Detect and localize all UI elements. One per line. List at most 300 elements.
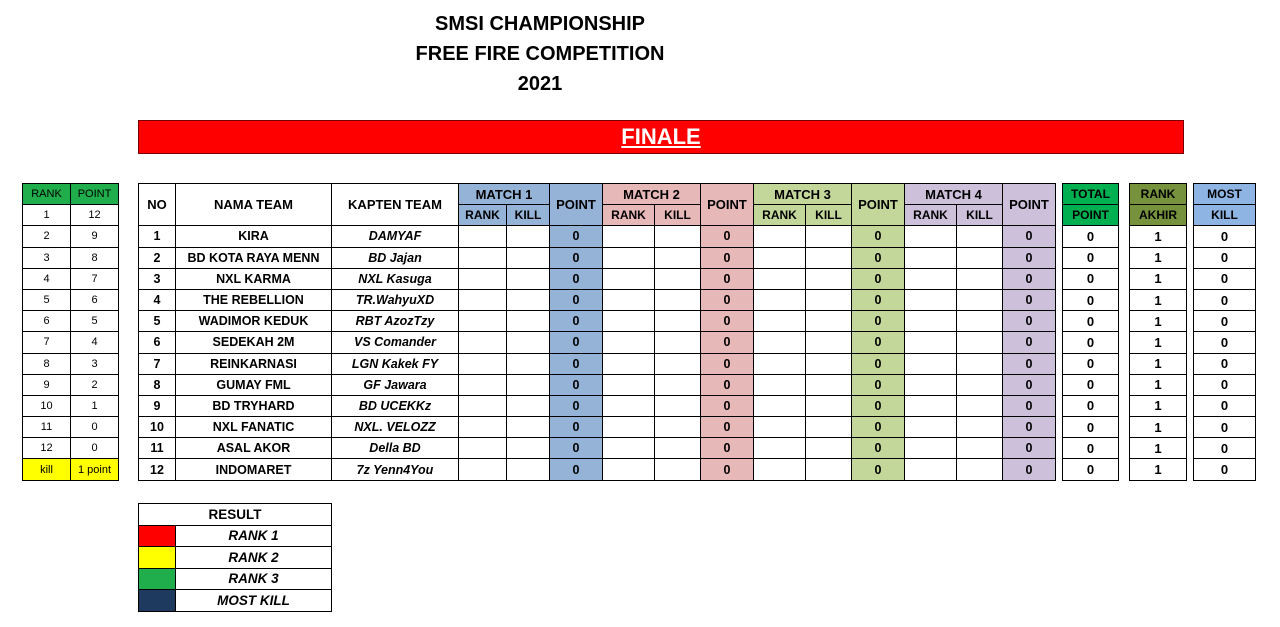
- match3-kill-cell: [806, 311, 852, 332]
- legend-swatch: [139, 547, 176, 569]
- match3-kill-cell: [806, 395, 852, 416]
- table-row: [139, 353, 1056, 374]
- legend-row: [139, 547, 332, 569]
- most-kill-table: [1193, 183, 1256, 481]
- team-name: ASAL AKOR: [176, 438, 332, 459]
- match1-point: 0: [550, 374, 603, 395]
- point-rank-cell: 8: [23, 353, 71, 374]
- point-rank-cell: 6: [23, 311, 71, 332]
- total-point-cell: 0: [1063, 289, 1119, 310]
- point-rank-cell: 2: [23, 226, 71, 247]
- legend-label: MOST KILL: [176, 590, 332, 612]
- most-kill-cell: 0: [1194, 438, 1256, 459]
- match4-point: 0: [1003, 247, 1056, 268]
- team-no: 3: [139, 268, 176, 289]
- team-name: THE REBELLION: [176, 289, 332, 310]
- match1-point: 0: [550, 395, 603, 416]
- point-value-cell: 0: [71, 417, 119, 438]
- team-name: SEDEKAH 2M: [176, 332, 332, 353]
- match4-point: 0: [1003, 438, 1056, 459]
- rank-akhir-cell: 1: [1130, 459, 1187, 480]
- match1-rank-cell: [459, 374, 507, 395]
- match1-rank-cell: [459, 353, 507, 374]
- match2-rank-cell: [603, 311, 655, 332]
- legend-label: RANK 2: [176, 547, 332, 569]
- captain-name: BD Jajan: [332, 247, 459, 268]
- match3-kill-cell: [806, 289, 852, 310]
- header-team: NAMA TEAM: [176, 184, 332, 226]
- captain-name: BD UCEKKz: [332, 395, 459, 416]
- match2-rank-cell: [603, 395, 655, 416]
- legend-row: [139, 568, 332, 590]
- match1-kill-cell: [507, 395, 550, 416]
- match3-kill-cell: [806, 268, 852, 289]
- table-row: [139, 395, 1056, 416]
- match2-kill-cell: [655, 459, 701, 480]
- point-row: [23, 311, 119, 332]
- rank-akhir-cell: 1: [1130, 268, 1187, 289]
- match2-point: 0: [701, 332, 754, 353]
- match1-rank-cell: [459, 268, 507, 289]
- match2-point: 0: [701, 353, 754, 374]
- rank-akhir-cell: 1: [1130, 395, 1187, 416]
- match4-kill-cell: [957, 417, 1003, 438]
- match4-kill-cell: [957, 268, 1003, 289]
- match1-point: 0: [550, 353, 603, 374]
- captain-name: VS Comander: [332, 332, 459, 353]
- point-value-cell: 4: [71, 332, 119, 353]
- match4-kill-cell: [957, 311, 1003, 332]
- table-row: [139, 289, 1056, 310]
- match1-point: 0: [550, 459, 603, 480]
- most-kill-header-1: MOST: [1194, 184, 1256, 205]
- most-kill-cell: 0: [1194, 417, 1256, 438]
- team-name: GUMAY FML: [176, 374, 332, 395]
- match4-rank-cell: [905, 268, 957, 289]
- header-point-2: POINT: [701, 184, 754, 226]
- match2-rank-cell: [603, 268, 655, 289]
- match4-rank-cell: [905, 395, 957, 416]
- match3-rank-cell: [754, 311, 806, 332]
- match3-point: 0: [852, 332, 905, 353]
- match3-rank-cell: [754, 268, 806, 289]
- captain-name: TR.WahyuXD: [332, 289, 459, 310]
- most-kill-cell: 0: [1194, 374, 1256, 395]
- match1-kill-cell: [507, 459, 550, 480]
- header-match-4: MATCH 4: [905, 184, 1003, 205]
- rank-akhir-cell: 1: [1130, 353, 1187, 374]
- match1-kill-cell: [507, 289, 550, 310]
- match4-rank-cell: [905, 459, 957, 480]
- table-row: [139, 417, 1056, 438]
- legend-label: RANK 3: [176, 568, 332, 590]
- header-point-4: POINT: [1003, 184, 1056, 226]
- header-kill-3: KILL: [806, 205, 852, 226]
- match1-rank-cell: [459, 395, 507, 416]
- team-no: 1: [139, 226, 176, 247]
- team-name: INDOMARET: [176, 459, 332, 480]
- point-rank-cell: 3: [23, 247, 71, 268]
- rank-akhir-cell: 1: [1130, 438, 1187, 459]
- total-point-cell: 0: [1063, 268, 1119, 289]
- header-point-3: POINT: [852, 184, 905, 226]
- point-row: [23, 226, 119, 247]
- match2-rank-cell: [603, 417, 655, 438]
- match3-rank-cell: [754, 395, 806, 416]
- match3-point: 0: [852, 374, 905, 395]
- rank-akhir-cell: 1: [1130, 374, 1187, 395]
- match4-point: 0: [1003, 332, 1056, 353]
- match3-kill-cell: [806, 417, 852, 438]
- match4-kill-cell: [957, 289, 1003, 310]
- total-point-cell: 0: [1063, 247, 1119, 268]
- header-kill-1: KILL: [507, 205, 550, 226]
- most-kill-cell: 0: [1194, 395, 1256, 416]
- header-point-1: POINT: [550, 184, 603, 226]
- match4-point: 0: [1003, 374, 1056, 395]
- most-kill-cell: 0: [1194, 226, 1256, 247]
- point-value-cell: 3: [71, 353, 119, 374]
- match2-kill-cell: [655, 417, 701, 438]
- most-kill-cell: 0: [1194, 353, 1256, 374]
- point-value-cell: 5: [71, 311, 119, 332]
- header-match-2: MATCH 2: [603, 184, 701, 205]
- match4-rank-cell: [905, 417, 957, 438]
- rank-akhir-cell: 1: [1130, 247, 1187, 268]
- captain-name: LGN Kakek FY: [332, 353, 459, 374]
- point-row: [23, 374, 119, 395]
- header-match-3: MATCH 3: [754, 184, 852, 205]
- kill-point-label: 1 point: [71, 459, 119, 480]
- team-name: KIRA: [176, 226, 332, 247]
- match2-rank-cell: [603, 438, 655, 459]
- match4-kill-cell: [957, 395, 1003, 416]
- match1-kill-cell: [507, 268, 550, 289]
- match2-point: 0: [701, 417, 754, 438]
- legend-swatch: [139, 590, 176, 612]
- match4-rank-cell: [905, 332, 957, 353]
- header-kill-4: KILL: [957, 205, 1003, 226]
- match4-rank-cell: [905, 289, 957, 310]
- point-value-cell: 2: [71, 374, 119, 395]
- match1-rank-cell: [459, 459, 507, 480]
- captain-name: 7z Yenn4You: [332, 459, 459, 480]
- match4-kill-cell: [957, 332, 1003, 353]
- header-rank-2: RANK: [603, 205, 655, 226]
- point-value-cell: 1: [71, 395, 119, 416]
- match1-kill-cell: [507, 438, 550, 459]
- most-kill-cell: 0: [1194, 311, 1256, 332]
- most-kill-cell: 0: [1194, 332, 1256, 353]
- kill-label: kill: [23, 459, 71, 480]
- match2-point: 0: [701, 311, 754, 332]
- total-point-cell: 0: [1063, 332, 1119, 353]
- team-no: 2: [139, 247, 176, 268]
- legend-swatch: [139, 525, 176, 547]
- match4-point: 0: [1003, 289, 1056, 310]
- match1-kill-cell: [507, 226, 550, 247]
- match4-kill-cell: [957, 374, 1003, 395]
- team-name: NXL FANATIC: [176, 417, 332, 438]
- match2-kill-cell: [655, 395, 701, 416]
- match3-rank-cell: [754, 459, 806, 480]
- match2-point: 0: [701, 247, 754, 268]
- table-row: [139, 311, 1056, 332]
- captain-name: NXL Kasuga: [332, 268, 459, 289]
- match2-kill-cell: [655, 226, 701, 247]
- match3-point: 0: [852, 459, 905, 480]
- match2-kill-cell: [655, 268, 701, 289]
- match2-kill-cell: [655, 311, 701, 332]
- match3-point: 0: [852, 289, 905, 310]
- legend-label: RANK 1: [176, 525, 332, 547]
- point-header-rank: RANK: [23, 184, 71, 205]
- point-rank-cell: 5: [23, 289, 71, 310]
- point-row: [23, 438, 119, 459]
- team-no: 8: [139, 374, 176, 395]
- match2-kill-cell: [655, 353, 701, 374]
- match2-point: 0: [701, 289, 754, 310]
- table-row: [139, 226, 1056, 247]
- header-no: NO: [139, 184, 176, 226]
- match4-kill-cell: [957, 459, 1003, 480]
- match3-kill-cell: [806, 226, 852, 247]
- table-row: [139, 374, 1056, 395]
- match4-kill-cell: [957, 438, 1003, 459]
- total-point-cell: 0: [1063, 226, 1119, 247]
- match4-kill-cell: [957, 353, 1003, 374]
- match4-point: 0: [1003, 395, 1056, 416]
- point-row: [23, 417, 119, 438]
- legend-row: [139, 525, 332, 547]
- title-year: 2021: [517, 73, 563, 95]
- match4-rank-cell: [905, 247, 957, 268]
- most-kill-cell: 0: [1194, 247, 1256, 268]
- header-match-1: MATCH 1: [459, 184, 550, 205]
- match1-kill-cell: [507, 353, 550, 374]
- match1-point: 0: [550, 247, 603, 268]
- match4-kill-cell: [957, 247, 1003, 268]
- point-value-cell: 7: [71, 268, 119, 289]
- match2-rank-cell: [603, 226, 655, 247]
- total-point-cell: 0: [1063, 395, 1119, 416]
- match2-point: 0: [701, 374, 754, 395]
- team-no: 11: [139, 438, 176, 459]
- match3-kill-cell: [806, 438, 852, 459]
- point-value-cell: 12: [71, 205, 119, 226]
- legend-title: RESULT: [139, 504, 332, 526]
- match2-point: 0: [701, 226, 754, 247]
- match3-point: 0: [852, 311, 905, 332]
- match3-kill-cell: [806, 332, 852, 353]
- match1-rank-cell: [459, 226, 507, 247]
- match3-kill-cell: [806, 247, 852, 268]
- rank-akhir-header-1: RANK: [1130, 184, 1187, 205]
- match4-point: 0: [1003, 353, 1056, 374]
- most-kill-cell: 0: [1194, 459, 1256, 480]
- match2-point: 0: [701, 438, 754, 459]
- match1-rank-cell: [459, 289, 507, 310]
- match4-point: 0: [1003, 459, 1056, 480]
- match1-rank-cell: [459, 438, 507, 459]
- captain-name: GF Jawara: [332, 374, 459, 395]
- match4-rank-cell: [905, 438, 957, 459]
- match3-kill-cell: [806, 353, 852, 374]
- team-no: 4: [139, 289, 176, 310]
- rank-akhir-header-2: AKHIR: [1130, 205, 1187, 226]
- match4-point: 0: [1003, 311, 1056, 332]
- point-rank-cell: 7: [23, 332, 71, 353]
- point-value-cell: 8: [71, 247, 119, 268]
- table-row: [139, 268, 1056, 289]
- rank-akhir-cell: 1: [1130, 289, 1187, 310]
- match4-rank-cell: [905, 374, 957, 395]
- total-header-1: TOTAL: [1063, 184, 1119, 205]
- match2-rank-cell: [603, 353, 655, 374]
- match3-point: 0: [852, 417, 905, 438]
- point-row: [23, 268, 119, 289]
- match1-kill-cell: [507, 417, 550, 438]
- header-rank-4: RANK: [905, 205, 957, 226]
- header-kill-2: KILL: [655, 205, 701, 226]
- match3-point: 0: [852, 438, 905, 459]
- match3-rank-cell: [754, 353, 806, 374]
- match1-point: 0: [550, 311, 603, 332]
- match2-kill-cell: [655, 332, 701, 353]
- match2-kill-cell: [655, 247, 701, 268]
- match3-point: 0: [852, 247, 905, 268]
- captain-name: NXL. VELOZZ: [332, 417, 459, 438]
- match2-rank-cell: [603, 459, 655, 480]
- rank-akhir-table: [1129, 183, 1187, 481]
- point-row: [23, 395, 119, 416]
- match2-rank-cell: [603, 247, 655, 268]
- rank-akhir-cell: 1: [1130, 332, 1187, 353]
- legend-row: [139, 590, 332, 612]
- team-name: WADIMOR KEDUK: [176, 311, 332, 332]
- rank-akhir-cell: 1: [1130, 311, 1187, 332]
- match2-kill-cell: [655, 289, 701, 310]
- match3-rank-cell: [754, 226, 806, 247]
- match3-rank-cell: [754, 417, 806, 438]
- match1-rank-cell: [459, 332, 507, 353]
- rank-akhir-cell: 1: [1130, 417, 1187, 438]
- match2-point: 0: [701, 459, 754, 480]
- match1-point: 0: [550, 417, 603, 438]
- match2-point: 0: [701, 395, 754, 416]
- total-point-cell: 0: [1063, 438, 1119, 459]
- match2-rank-cell: [603, 289, 655, 310]
- title-line-2: FREE FIRE COMPETITION: [415, 43, 665, 65]
- match4-kill-cell: [957, 226, 1003, 247]
- table-row: [139, 247, 1056, 268]
- most-kill-header-2: KILL: [1194, 205, 1256, 226]
- match2-point: 0: [701, 268, 754, 289]
- point-row: [23, 247, 119, 268]
- match1-point: 0: [550, 438, 603, 459]
- team-name: BD TRYHARD: [176, 395, 332, 416]
- point-rank-cell: 10: [23, 395, 71, 416]
- team-name: BD KOTA RAYA MENN: [176, 247, 332, 268]
- point-rank-cell: 9: [23, 374, 71, 395]
- point-rank-cell: 1: [23, 205, 71, 226]
- point-system-table: [22, 183, 119, 481]
- match4-rank-cell: [905, 226, 957, 247]
- match4-point: 0: [1003, 417, 1056, 438]
- match3-rank-cell: [754, 332, 806, 353]
- match3-point: 0: [852, 353, 905, 374]
- total-point-cell: 0: [1063, 311, 1119, 332]
- captain-name: DAMYAF: [332, 226, 459, 247]
- match2-kill-cell: [655, 438, 701, 459]
- legend-swatch: [139, 568, 176, 590]
- match4-rank-cell: [905, 353, 957, 374]
- total-point-cell: 0: [1063, 374, 1119, 395]
- match1-kill-cell: [507, 332, 550, 353]
- total-point-cell: 0: [1063, 353, 1119, 374]
- point-row: [23, 205, 119, 226]
- match2-rank-cell: [603, 374, 655, 395]
- match3-point: 0: [852, 226, 905, 247]
- header-rank-1: RANK: [459, 205, 507, 226]
- match1-point: 0: [550, 289, 603, 310]
- header-rank-3: RANK: [754, 205, 806, 226]
- point-rank-cell: 4: [23, 268, 71, 289]
- match1-rank-cell: [459, 311, 507, 332]
- team-no: 7: [139, 353, 176, 374]
- point-header-point: POINT: [71, 184, 119, 205]
- table-row: [139, 438, 1056, 459]
- total-header-2: POINT: [1063, 205, 1119, 226]
- match1-rank-cell: [459, 247, 507, 268]
- most-kill-cell: 0: [1194, 289, 1256, 310]
- point-value-cell: 9: [71, 226, 119, 247]
- match3-rank-cell: [754, 438, 806, 459]
- team-no: 10: [139, 417, 176, 438]
- point-row: [23, 353, 119, 374]
- most-kill-cell: 0: [1194, 268, 1256, 289]
- point-row: [23, 332, 119, 353]
- total-point-cell: 0: [1063, 459, 1119, 480]
- match3-kill-cell: [806, 459, 852, 480]
- team-name: REINKARNASI: [176, 353, 332, 374]
- match2-kill-cell: [655, 374, 701, 395]
- table-row: [139, 332, 1056, 353]
- team-no: 5: [139, 311, 176, 332]
- team-name: NXL KARMA: [176, 268, 332, 289]
- match4-point: 0: [1003, 226, 1056, 247]
- finale-banner: [138, 120, 1184, 154]
- team-no: 9: [139, 395, 176, 416]
- point-row: [23, 289, 119, 310]
- standings-table: [138, 183, 1056, 481]
- match1-kill-cell: [507, 374, 550, 395]
- point-rank-cell: 11: [23, 417, 71, 438]
- match1-kill-cell: [507, 247, 550, 268]
- point-value-cell: 0: [71, 438, 119, 459]
- team-no: 6: [139, 332, 176, 353]
- result-legend: [138, 503, 332, 612]
- header-captain: KAPTEN TEAM: [332, 184, 459, 226]
- match3-rank-cell: [754, 247, 806, 268]
- match3-point: 0: [852, 395, 905, 416]
- match4-rank-cell: [905, 311, 957, 332]
- match1-point: 0: [550, 226, 603, 247]
- match1-point: 0: [550, 332, 603, 353]
- table-row: [139, 459, 1056, 480]
- captain-name: RBT AzozTzy: [332, 311, 459, 332]
- team-no: 12: [139, 459, 176, 480]
